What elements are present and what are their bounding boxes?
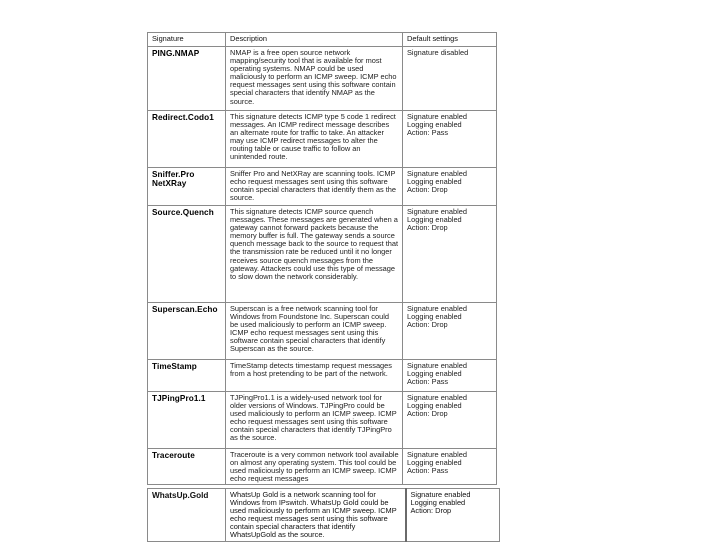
signature-description: This signature detects ICMP type 5 code 1 redirect messages. An ICMP redirect message describes an alternate route for traffic to take. An attacker may use ICMP redirect messages to alter the routing table or cause traffic to follow an unintended route.: [226, 111, 403, 168]
table-row: [148, 489, 500, 542]
signature-description: WhatsUp Gold is a network scanning tool for Windows from IPswitch. WhatsUp Gold could be used maliciously to perform an ICMP sweep. ICMP echo request messages sent using this software contain special characters that identify WhatsUpGold as the source.: [226, 489, 406, 542]
table-row: [148, 47, 497, 111]
signature-defaults: Signature enabled Logging enabled Action: Drop: [403, 168, 497, 206]
signature-defaults: Signature enabled Logging enabled Action: Pass: [403, 449, 497, 485]
signature-description: NMAP is a free open source network mapping/security tool that is available for most operating systems. NMAP could be used maliciously to perform an ICMP sweep. ICMP echo request messages sent using this software contain special characters that identify NMAP as the source.: [226, 47, 403, 111]
signature-name: TJPingPro1.1: [148, 392, 226, 449]
signature-description: TJPingPro1.1 is a widely-used network tool for older versions of Windows. TJPingPro could be used maliciously to perform an ICMP sweep. ICMP echo request messages sent using this software contain special characters that identify TJPingPro as the source.: [226, 392, 403, 449]
signature-name: Sniffer.Pro NetXRay: [148, 168, 226, 206]
signature-table-continued: [147, 488, 500, 542]
signature-name: WhatsUp.Gold: [148, 489, 226, 542]
table-row: [148, 449, 497, 485]
table-row: [148, 303, 497, 360]
signature-defaults: Signature enabled Logging enabled Action: Drop: [403, 392, 497, 449]
signature-name: PING.NMAP: [148, 47, 226, 111]
table-row: [148, 392, 497, 449]
signature-defaults: Signature disabled: [403, 47, 497, 111]
signature-defaults: Signature enabled Logging enabled Action: Pass: [403, 360, 497, 392]
signature-name: Superscan.Echo: [148, 303, 226, 360]
signature-name: TimeStamp: [148, 360, 226, 392]
signature-table: [147, 32, 497, 485]
table-row: [148, 206, 497, 303]
signature-name: Redirect.Codo1: [148, 111, 226, 168]
header-description: Description: [226, 33, 403, 47]
header-signature: Signature: [148, 33, 226, 47]
signature-defaults: Signature enabled Logging enabled Action: Drop: [406, 489, 500, 542]
signature-description: TimeStamp detects timestamp request messages from a host pretending to be part of the network.: [226, 360, 403, 392]
signature-description: Traceroute is a very common network tool available on almost any operating system. This tool could be used maliciously to perform an ICMP sweep. ICMP echo request messages: [226, 449, 403, 485]
table-row: [148, 360, 497, 392]
signature-description: This signature detects ICMP source quench messages. These messages are generated when a gateway cannot forward packets because the memory buffer is full. The gateway sends a source quench message back to the source to request that the transmission rate be reduced until it no longer receives source quench messages from the gateway. Attackers could use this type of message to slow down the network considerably.: [226, 206, 403, 303]
signature-defaults: Signature enabled Logging enabled Action: Drop: [403, 206, 497, 303]
table-row: [148, 168, 497, 206]
table-header-row: [148, 33, 497, 47]
signature-name: Source.Quench: [148, 206, 226, 303]
signature-description: Sniffer Pro and NetXRay are scanning tools. ICMP echo request messages sent using this software contain special characters that identify them as the source.: [226, 168, 403, 206]
signature-description: Superscan is a free network scanning tool for Windows from Foundstone Inc. Superscan could be used maliciously to perform an ICMP sweep. ICMP echo request messages sent using this software contain special characters that identify Superscan as the source.: [226, 303, 403, 360]
signature-name: Traceroute: [148, 449, 226, 485]
signature-defaults: Signature enabled Logging enabled Action: Pass: [403, 111, 497, 168]
header-default-settings: Default settings: [403, 33, 497, 47]
table-row: [148, 111, 497, 168]
signature-defaults: Signature enabled Logging enabled Action: Drop: [403, 303, 497, 360]
